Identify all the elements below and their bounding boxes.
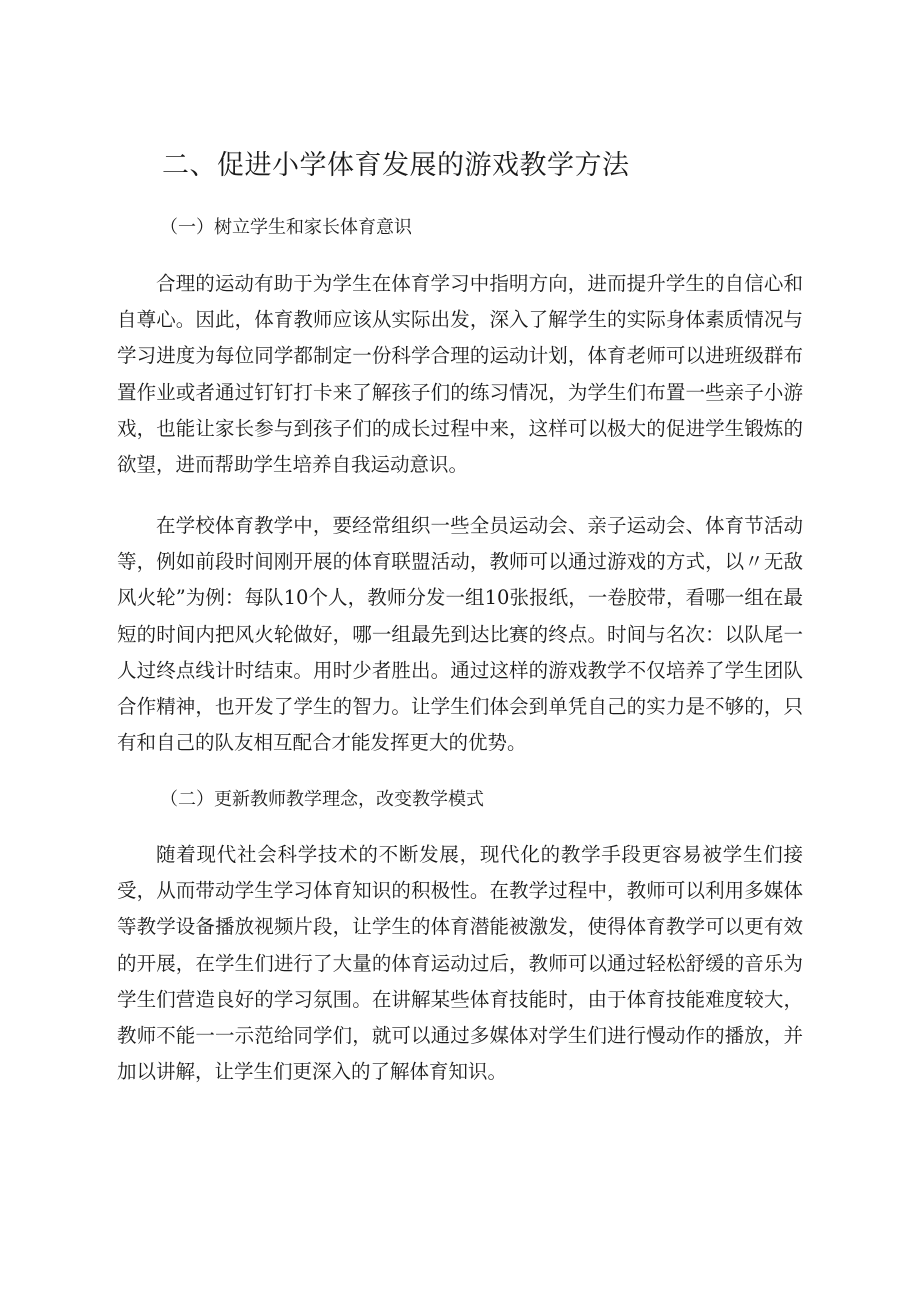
paragraph: 合理的运动有助于为学生在体育学习中指明方向，进而提升学生的自信心和自尊心。因此，体育教师应该从实际出发，深入了解学生的实际身体素质情况与学习进度为每位同学都制定一份科学合理的运动计划，体育老师可以进班级群布置作业或者通过钉钉打卡来了解孩子们的练习情况，为学生们布置一些亲子小游戏，也能让家长参与到孩子们的成长过程中来，这样可以极大的促进学生锻炼的欲望，进而帮助学生培养自我运动意识。 bbox=[117, 272, 803, 477]
subsection-1-title: （一）树立学生和家长体育意识 bbox=[160, 217, 412, 238]
paragraph: 随着现代社会科学技术的不断发展，现代化的教学手段更容易被学生们接受，从而带动学生学习体育知识的积极性。在教学过程中，教师可以利用多媒体等教学设备播放视频片段，让学生的体育潜能被激发，使得体育教学可以更有效的开展，在学生们进行了大量的体育运动过后，教师可以通过轻松舒缓的音乐为学生们营造良好的学习氛围。在讲解某些体育技能时，由于体育技能难度较大，教师不能一一示范给同学们，就可以通过多媒体对学生们进行慢动作的播放，并加以讲解，让学生们更深入的了解体育知识。 bbox=[117, 843, 803, 1084]
section-title: 二、促进小学体育发展的游戏教学方法 bbox=[162, 150, 630, 181]
subsection-2-title: （二）更新教师教学理念，改变教学模式 bbox=[160, 789, 484, 810]
paragraph: 在学校体育教学中，要经常组织一些全员运动会、亲子运动会、体育节活动等，例如前段时间刚开展的体育联盟活动，教师可以通过游戏的方式，以〃无敌风火轮”为例：每队10个人，教师分发一组10张报纸，一卷胶带，看哪一组在最短的时间内把风火轮做好，哪一组最先到达比赛的终点。时间与名次：以队尾一人过终点线计时结束。用时少者胜出。通过这样的游戏教学不仅培养了学生团队合作精神，也开发了学生的智力。让学生们体会到单凭自己的实力是不够的，只有和自己的队友相互配合才能发挥更大的优势。 bbox=[117, 514, 803, 755]
